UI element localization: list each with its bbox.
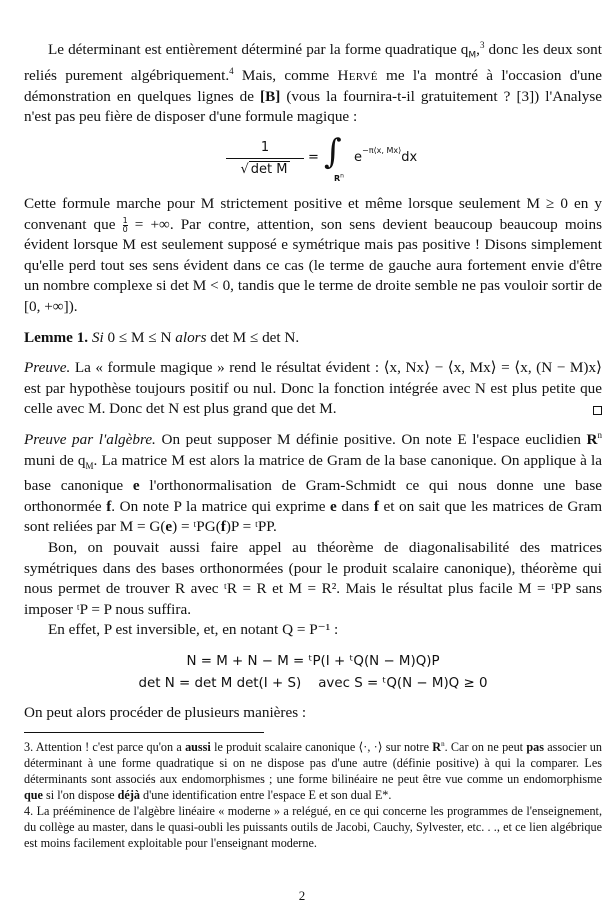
bold-que: que (24, 787, 43, 802)
formula-numerator: 1 (226, 140, 304, 159)
bold-f: f (106, 497, 112, 515)
paragraph-effet: En effet, P est inversible, et, en notant Q = P⁻¹ : (48, 621, 339, 639)
paragraph-bon: Bon, on pouvait aussi faire appel au théorème de diagonalisabilité des matrices symétriques dans des bases orthonormées (pour le produit scalaire canonique), théorème qui nous permet de trouver R avec ᵗR = R et M = R². Mais le résultat plus facile M = ᵗPP sans imposer ᵗP = P nous suffira. (24, 538, 602, 618)
text: me l'a montré à l'occasion d'une démonstration en quelques lignes de (24, 67, 602, 105)
formula-denominator: √ det M (240, 162, 288, 178)
paragraph-formula-remarks (24, 194, 602, 318)
text: . On note P la matrice qui exprime (111, 497, 331, 515)
text: le produit scalaire canonique ⟨·, ·⟩ sur notre (210, 739, 433, 754)
text: On peut supposer M définie positive. On note E l'espace euclidien (155, 430, 587, 448)
text: . Car on ne peut (444, 739, 527, 754)
integral-sign: ∫ (324, 132, 342, 173)
text: si l'on dispose (42, 787, 118, 802)
text: det M ≤ det N. (206, 328, 300, 346)
text: )P = ᵗPP. (225, 518, 277, 536)
text: dans (336, 497, 374, 515)
text: l'orthonormalisation de Gram-Schmidt ce qui nous donne une base orthonormée (24, 477, 602, 515)
citation-b[interactable]: [B] (260, 87, 281, 105)
bold-r: R (586, 430, 598, 448)
subscript: M (468, 50, 477, 61)
text: 3. Attention ! c'est parce qu'on a (24, 739, 186, 754)
text: . La matrice M est alors la matrice de Gram de la base canonique. On applique à la base canonique (24, 451, 602, 495)
text: donc les deux sont reliés purement algébriquement. (24, 41, 602, 85)
display-equations (24, 651, 602, 695)
integral-domain (334, 174, 344, 183)
paragraph-last: On peut alors procéder de plusieurs manières : (24, 703, 307, 721)
text: Si (91, 328, 104, 346)
bold-f: f (373, 497, 379, 515)
bold-f: f (220, 518, 226, 536)
text: ) = ᵗPG( (172, 518, 221, 536)
text: associer un déterminant à une forme quadratique si on ne dispose pas d'une autre (définie positive) à qui la comparer. Les déterminants sont associés aux endomorphismes ; une forme bilinéaire ne peut être vue comme un endomorphisme (24, 739, 602, 786)
proof-label: Preuve. (24, 359, 71, 377)
domain-exp: n (340, 172, 344, 180)
bold-deja: déjà (117, 787, 140, 802)
text: Le déterminant est entièrement déterminé par la forme quadratique q (48, 41, 469, 58)
differential: dx (401, 150, 418, 166)
exp-base: e (354, 150, 362, 166)
frac-den: 0 (122, 224, 128, 234)
text: (vous la fournira-t-il gratuitement ? [3]) l'Analyse n'est pas peu fière de disposer d'une formule magique : (24, 87, 602, 126)
formula-integrand (354, 145, 418, 166)
exp-n: n (441, 739, 445, 748)
subscript: M (85, 460, 94, 471)
formula-sqrt-content: det M (250, 162, 288, 178)
magic-formula (24, 132, 602, 188)
proof-algebra (24, 430, 602, 538)
page-number: 2 (298, 888, 306, 903)
page-body (24, 40, 602, 851)
text: alors (175, 328, 207, 346)
lemma-1 (24, 328, 602, 349)
text: = +∞. Par contre, attention, son sens devient beaucoup beaucoup moins évident lorsque M est seulement supposé e symétrique mais pas positive ! Disons simplement qu'elle perd tout ses sens évident dans ce cas (le terme de gauche aura fortement envie d'être un nombre complexe si det M < 0, tandis que le terme de droite semble ne pas vouloir sortir de [0, +∞]). (24, 215, 602, 316)
footnote-3 (24, 739, 602, 803)
text: Mais, comme (233, 67, 338, 85)
footnote-4: 4. La prééminence de l'algèbre linéaire « moderne » a relégué, en ce qui concerne les programmes de l'enseignement, du collège au master, dans le quasi-oubli les puissants outils de Jacobi, Cauchy, Sylvester, etc. . ., et ce lien algébrique est moins facilement exploitable pour l'enseignant moderne. (24, 803, 602, 850)
exp-n: n (597, 429, 602, 440)
footnote-ref-3[interactable]: 3 (479, 39, 485, 50)
footnote-ref-4[interactable]: 4 (229, 66, 234, 77)
bold-e: e (132, 477, 140, 495)
bold-aussi: aussi (185, 739, 211, 754)
text: muni de q (24, 451, 86, 469)
text: 0 ≤ M ≤ N (103, 328, 176, 346)
bold-e: e (330, 497, 337, 515)
formula-equals: = (308, 150, 319, 166)
text: et on sait que les matrices de Gram sont reliées par M = G( (24, 497, 603, 536)
formula-fraction (226, 140, 304, 177)
author-name: Hervé (337, 67, 378, 85)
text: d'une identification entre l'espace E et son dual E*. (139, 787, 392, 802)
domain-r: R (334, 174, 341, 184)
exp-power: −π⟨x, Mx⟩ (362, 145, 402, 155)
footnote-divider (24, 732, 264, 733)
paragraph-intro: Le déterminant est entièrement déterminé par la forme quadratique $q_M,^3$ donc les deux sont reliés purement algébriquement.$^4$ Mais, comme Hervé me l'a montré à l'occasion d'une démonstration en quelques lignes de [B] (vous la fournira-t-il gratuitement ? [3]) l'Analyse n'est pas peu fière de disposer d'une formule magique : (24, 39, 602, 126)
proof-label: Preuve par l'algèbre. (24, 430, 156, 448)
text: La « formule magique » rend le résultat évident : ⟨x, Nx⟩ − ⟨x, Mx⟩ = ⟨x, (N − M)x⟩ est par hypothèse toujours positif ou nul. Donc la fonction intégrée avec N est plus petite que celle avec M. Donc det N est plus grand que det M. (24, 359, 602, 418)
lemma-label: Lemme 1. (24, 328, 89, 346)
qed-square-icon (593, 406, 602, 415)
proof-1 (24, 358, 602, 420)
bold-r: R (432, 739, 442, 754)
equation-line-1: N = M + N − M = ᵗP(I + ᵗQ(N − M)Q)P (186, 653, 440, 669)
bold-pas: pas (526, 739, 544, 754)
bold-e: e (165, 518, 173, 536)
equation-line-2: det N = det M det(I + S) avec S = ᵗQ(N − M)Q ≥ 0 (138, 675, 488, 691)
frac-num: 1 (122, 215, 128, 225)
text: Cette formule marche pour M strictement positive et même lorsque seulement M ≥ 0 en y convenant que (24, 195, 602, 233)
